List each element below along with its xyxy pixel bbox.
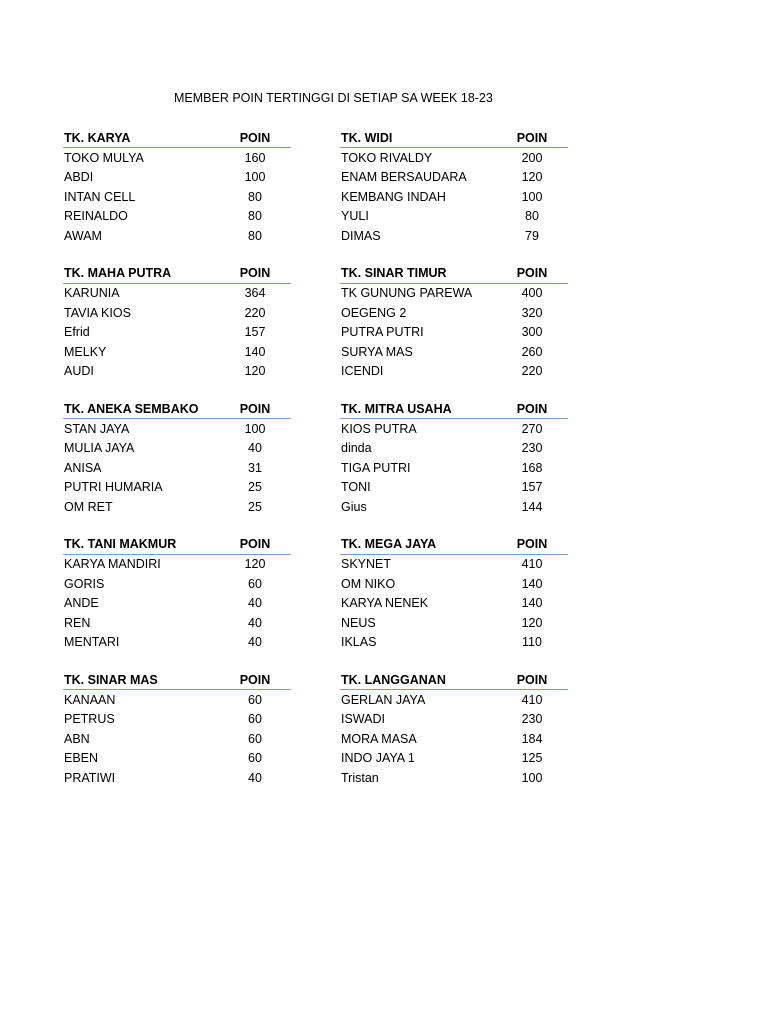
member-points: 40	[248, 615, 262, 630]
member-name: STAN JAYA	[64, 421, 130, 436]
member-name: REINALDO	[64, 209, 128, 224]
table-row	[63, 574, 291, 594]
table-row	[63, 690, 291, 710]
table-row	[340, 362, 568, 382]
member-points: 320	[521, 305, 543, 320]
table-row	[340, 207, 568, 227]
table-row	[63, 749, 291, 769]
table-row	[63, 226, 291, 246]
member-name: TIGA PUTRI	[341, 460, 411, 475]
member-name: SURYA MAS	[341, 344, 413, 359]
member-name: Efrid	[64, 325, 90, 340]
table-row	[340, 458, 568, 478]
points-column-header: POIN	[516, 672, 548, 687]
shop-table	[63, 399, 291, 517]
member-name: OM RET	[64, 499, 113, 514]
member-points: 220	[244, 305, 266, 320]
member-name: REN	[64, 615, 91, 630]
member-points: 364	[244, 286, 266, 301]
shop-name: TK. TANI MAKMUR	[64, 537, 177, 551]
member-name: OEGENG 2	[341, 305, 407, 320]
member-points: 79	[525, 228, 539, 243]
member-points: 80	[248, 189, 262, 204]
member-points: 40	[248, 635, 262, 650]
member-points: 140	[244, 344, 266, 359]
member-name: MELKY	[64, 344, 107, 359]
table-row	[63, 419, 291, 439]
member-points: 270	[521, 421, 543, 436]
member-points: 100	[521, 189, 543, 204]
member-points: 25	[248, 499, 262, 514]
table-row	[63, 207, 291, 227]
table-row	[340, 168, 568, 188]
shop-table	[63, 670, 291, 788]
points-column-header: POIN	[239, 266, 271, 280]
table-row	[63, 555, 291, 575]
member-name: GERLAN JAYA	[341, 692, 426, 707]
shop-table	[340, 670, 568, 788]
shop-table	[340, 264, 568, 382]
member-points: 157	[521, 480, 543, 495]
member-name: ICENDI	[341, 364, 384, 379]
member-points: 184	[521, 731, 543, 746]
member-points: 60	[248, 692, 262, 707]
member-points: 230	[521, 441, 543, 456]
member-name: Gius	[341, 499, 367, 514]
member-name: INTAN CELL	[64, 189, 136, 204]
table-row	[63, 323, 291, 343]
member-name: NEUS	[341, 615, 376, 630]
member-name: KANAAN	[64, 692, 116, 707]
table-row	[63, 478, 291, 498]
member-points: 140	[521, 576, 543, 591]
table-row	[63, 439, 291, 459]
member-name: ISWADI	[341, 712, 385, 727]
table-row	[340, 594, 568, 614]
member-points: 60	[248, 712, 262, 727]
shop-table	[63, 264, 291, 382]
table-row	[340, 284, 568, 304]
shop-table-header	[63, 399, 291, 419]
table-row	[340, 303, 568, 323]
member-points: 60	[248, 576, 262, 591]
shop-table	[340, 128, 568, 246]
member-points: 144	[521, 499, 543, 514]
table-row	[63, 284, 291, 304]
points-column-header: POIN	[516, 537, 548, 551]
member-points: 120	[244, 557, 266, 572]
table-row	[340, 187, 568, 207]
shop-name: TK. SINAR MAS	[64, 672, 158, 687]
table-row	[340, 749, 568, 769]
shop-table	[63, 128, 291, 246]
table-row	[340, 710, 568, 730]
table-row	[340, 613, 568, 633]
points-column-header: POIN	[516, 130, 548, 145]
shop-table	[340, 399, 568, 517]
table-row	[63, 187, 291, 207]
table-row	[340, 497, 568, 517]
member-name: OM NIKO	[341, 576, 396, 591]
member-name: TAVIA KIOS	[64, 305, 131, 320]
table-row	[340, 439, 568, 459]
member-points: 120	[521, 170, 543, 185]
member-points: 410	[521, 557, 543, 572]
member-name: TOKO MULYA	[64, 150, 144, 165]
table-row	[63, 710, 291, 730]
points-column-header: POIN	[239, 537, 271, 551]
member-name: KARUNIA	[64, 286, 120, 301]
shop-tables-grid	[63, 128, 568, 788]
shop-name: TK. MITRA USAHA	[341, 401, 452, 416]
member-points: 410	[521, 692, 543, 707]
points-column-header: POIN	[239, 130, 271, 145]
member-points: 100	[244, 421, 266, 436]
member-points: 100	[244, 170, 266, 185]
member-points: 400	[521, 286, 543, 301]
shop-table-header	[63, 535, 291, 555]
member-name: PRATIWI	[64, 770, 116, 785]
member-name: ANDE	[64, 596, 99, 611]
table-row	[63, 729, 291, 749]
member-points: 300	[521, 325, 543, 340]
member-name: PETRUS	[64, 712, 115, 727]
member-name: KEMBANG INDAH	[341, 189, 446, 204]
member-points: 80	[248, 209, 262, 224]
table-row	[340, 729, 568, 749]
shop-name: TK. ANEKA SEMBAKO	[64, 401, 199, 416]
shop-table-header	[340, 670, 568, 690]
points-column-header: POIN	[239, 401, 271, 416]
member-points: 40	[248, 770, 262, 785]
member-name: EBEN	[64, 751, 99, 766]
member-name: KARYA MANDIRI	[64, 557, 161, 572]
member-name: AUDI	[64, 364, 94, 379]
table-row	[63, 303, 291, 323]
table-row	[340, 768, 568, 788]
table-row	[63, 633, 291, 653]
member-name: PUTRI HUMARIA	[64, 480, 163, 495]
member-name: IKLAS	[341, 635, 377, 650]
member-name: TK GUNUNG PAREWA	[341, 286, 473, 301]
member-points: 120	[244, 364, 266, 379]
table-row	[340, 574, 568, 594]
table-row	[340, 148, 568, 168]
points-column-header: POIN	[516, 266, 548, 280]
table-row	[340, 633, 568, 653]
member-points: 60	[248, 751, 262, 766]
member-name: DIMAS	[341, 228, 381, 243]
table-row	[63, 768, 291, 788]
member-points: 40	[248, 441, 262, 456]
member-points: 31	[248, 460, 262, 475]
member-name: KARYA NENEK	[341, 596, 429, 611]
member-name: AWAM	[64, 228, 102, 243]
table-row	[340, 690, 568, 710]
member-name: SKYNET	[341, 557, 392, 572]
table-row	[340, 226, 568, 246]
table-row	[340, 478, 568, 498]
shop-table-header	[63, 264, 291, 284]
member-name: ENAM BERSAUDARA	[341, 170, 467, 185]
shop-table-header	[340, 264, 568, 284]
member-name: dinda	[341, 441, 372, 456]
member-name: MULIA JAYA	[64, 441, 135, 456]
shop-table	[340, 535, 568, 653]
table-row	[63, 497, 291, 517]
table-row	[340, 323, 568, 343]
table-row	[63, 613, 291, 633]
table-row	[63, 458, 291, 478]
member-name: MENTARI	[64, 635, 120, 650]
shop-name: TK. WIDI	[341, 130, 393, 145]
shop-name: TK. LANGGANAN	[341, 672, 446, 687]
member-name: Tristan	[341, 770, 379, 785]
member-points: 60	[248, 731, 262, 746]
table-row	[340, 342, 568, 362]
shop-name: TK. SINAR TIMUR	[341, 266, 447, 280]
member-points: 157	[244, 325, 266, 340]
member-points: 230	[521, 712, 543, 727]
shop-table-header	[63, 670, 291, 690]
member-name: ABN	[64, 731, 90, 746]
member-points: 160	[244, 150, 266, 165]
table-row	[63, 148, 291, 168]
member-points: 40	[248, 596, 262, 611]
table-row	[63, 594, 291, 614]
member-name: INDO JAYA 1	[341, 751, 415, 766]
member-points: 25	[248, 480, 262, 495]
shop-table-header	[63, 128, 291, 148]
member-points: 168	[521, 460, 543, 475]
member-points: 125	[521, 751, 543, 766]
member-name: TOKO RIVALDY	[341, 150, 433, 165]
table-row	[63, 168, 291, 188]
shop-name: TK. KARYA	[64, 130, 131, 145]
member-points: 80	[248, 228, 262, 243]
points-column-header: POIN	[239, 672, 271, 687]
member-points: 100	[521, 770, 543, 785]
points-column-header: POIN	[516, 401, 548, 416]
shop-table-header	[340, 399, 568, 419]
document-title: MEMBER POIN TERTINGGI DI SETIAP SA WEEK 18-23	[174, 91, 493, 105]
member-points: 110	[522, 635, 542, 650]
member-name: MORA MASA	[341, 731, 417, 746]
member-points: 80	[525, 209, 539, 224]
member-points: 140	[521, 596, 543, 611]
member-points: 260	[521, 344, 543, 359]
member-points: 120	[521, 615, 543, 630]
table-row	[63, 362, 291, 382]
member-name: KIOS PUTRA	[341, 421, 417, 436]
member-name: GORIS	[64, 576, 105, 591]
table-row	[340, 555, 568, 575]
member-name: PUTRA PUTRI	[341, 325, 424, 340]
member-name: YULI	[341, 209, 369, 224]
shop-table-header	[340, 535, 568, 555]
member-name: ANISA	[64, 460, 102, 475]
shop-name: TK. MAHA PUTRA	[64, 266, 172, 280]
member-name: ABDI	[64, 170, 94, 185]
shop-name: TK. MEGA JAYA	[341, 537, 437, 551]
table-row	[63, 342, 291, 362]
member-name: TONI	[341, 480, 371, 495]
shop-table	[63, 535, 291, 653]
member-points: 220	[521, 364, 543, 379]
table-row	[340, 419, 568, 439]
member-points: 200	[521, 150, 543, 165]
shop-table-header	[340, 128, 568, 148]
